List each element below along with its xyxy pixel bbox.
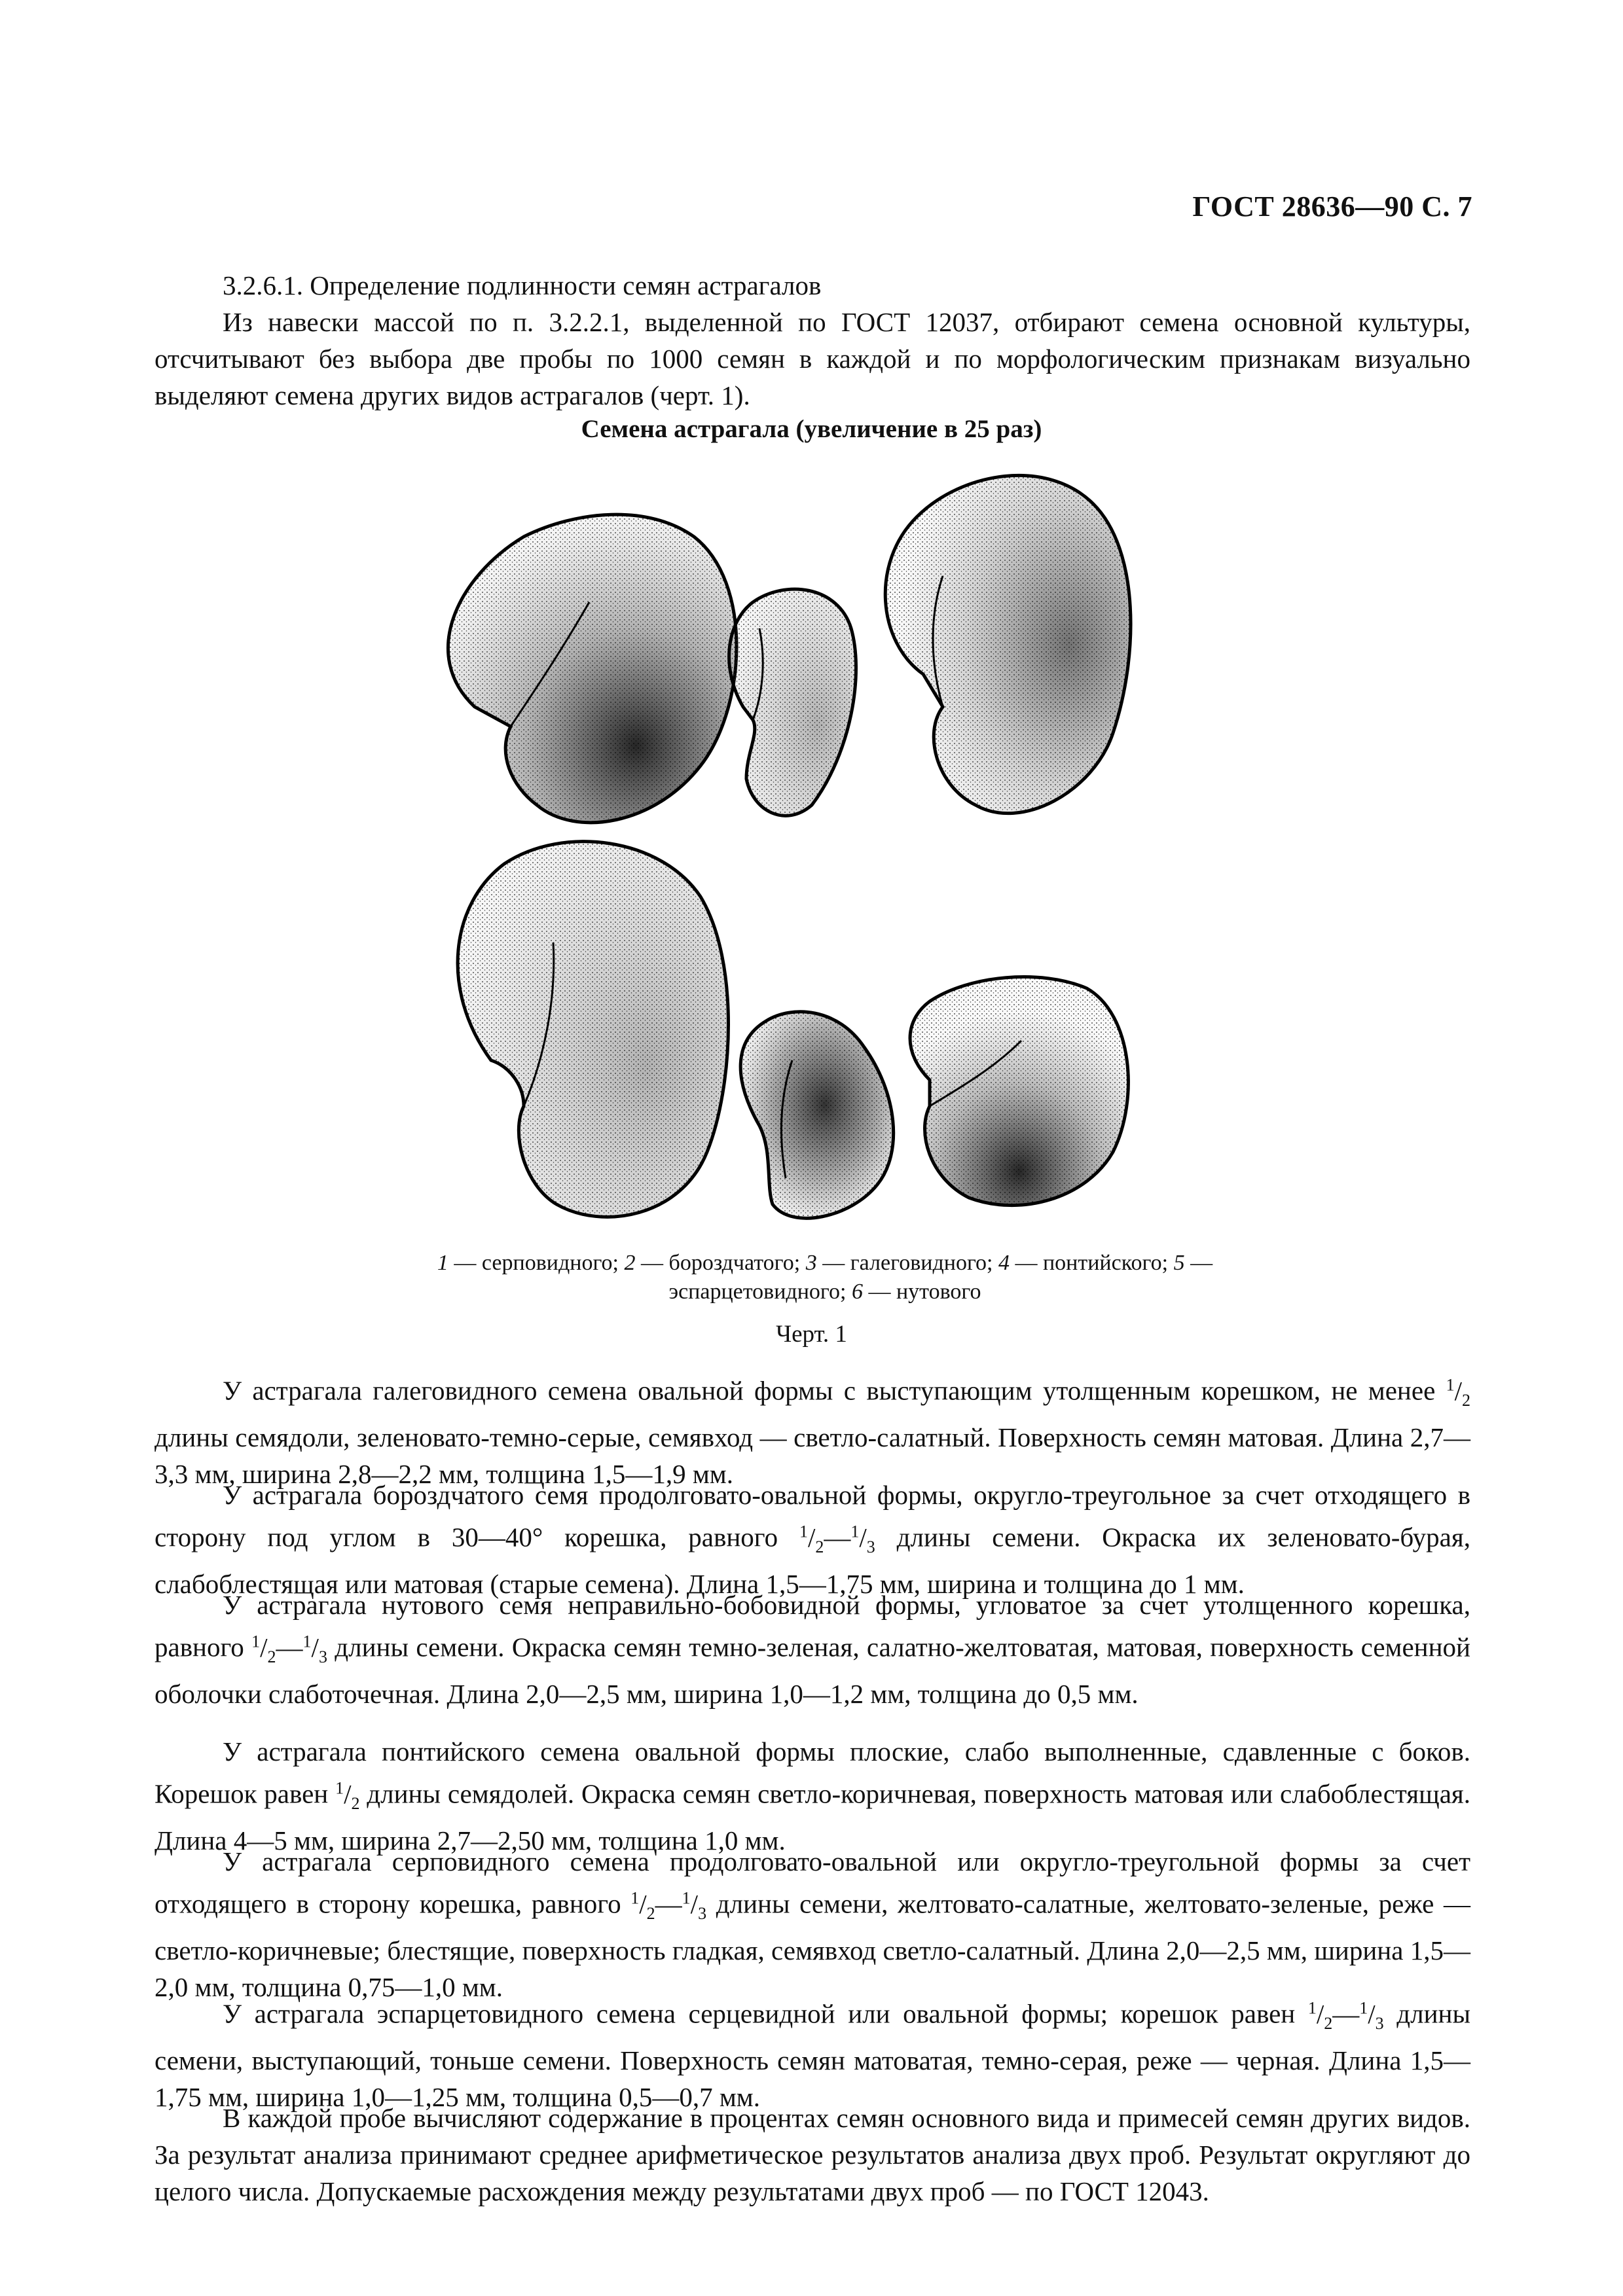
page-header: ГОСТ 28636—90 С. 7 xyxy=(1192,190,1472,223)
caption-text-6: — нутового xyxy=(862,1280,981,1304)
caption-text-3: — галеговидного; xyxy=(816,1251,998,1275)
paragraph-galegovidnoe: У астрагала галеговидного семена овальной формы с выступающим утолщенным корешком, не менее $^1/_2$ длины семядоли, зеленовато-темно-серые, семявход — светло-салатный. Поверхность семян матовая. Длина 2,7—3,3 мм, ширина 2,8—2,2 мм, толщина 1,5—1,9 мм. xyxy=(155,1375,1470,1489)
caption-text-1: — серповидного; xyxy=(448,1251,625,1275)
figure-label: Черт. 1 xyxy=(776,1321,847,1348)
paragraph-nutovoe: У астрагала нутового семя неправильно-бобовидной формы, угловатое за счет утолщенного корешка, равного $^1/_2—^1/_3$ длины семени. Окраска семян темно-зеленая, салатно-желтоватая, матовая, поверхность семенной оболочки слаботочечная. Длина 2,0—2,5 мм, ширина 1,0—1,2 мм, толщина до 0,5 мм. xyxy=(155,1590,1470,1709)
paragraph-pontiyskoe: У астрагала понтийского семена овальной формы плоские, слабо выполненные, сдавленные с боков. Корешок равен $^1/_2$ длины семядолей. Окраска семян светло-коричневая, поверхность матовая или слабоблестящая. Длина 4—5 мм, ширина 2,7—2,50 мм, толщина 1,0 мм. xyxy=(155,1736,1471,1856)
caption-num-4: 4 xyxy=(998,1251,1010,1275)
caption-num-5: 5 xyxy=(1173,1251,1185,1275)
paragraph-conclusion: В каждой пробе вычисляют содержание в процентах семян основного вида и примесей семян других видов. За результат анализа принимают среднее арифметическое результатов анализа двух проб. Результат округляют до целого числа. Допускаемые расхождения между результатами двух проб — по ГОСТ 12043. xyxy=(155,2103,1470,2206)
seed-6-nutovoe xyxy=(910,977,1128,1206)
section-heading: 3.2.6.1. Определение подлинности семян астрагалов xyxy=(223,270,822,300)
paragraph-borozdchatoe: У астрагала бороздчатого семя продолговато-овальной формы, округло-треугольное за счет отходящего в сторону под углом в 30—40° корешка, равного $^1/_2—^1/_3$ длины семени. Окраска их зеленовато-бурая, слабоблестящая или матовая (старые семена). Длина 1,5—1,75 мм, ширина и толщина до 1 мм. xyxy=(155,1480,1470,1599)
figure-caption xyxy=(419,1249,1231,1306)
paragraph-esparcetovidnoe: У астрагала эспарцетовидного семена серцевидной или овальной формы; корешок равен $^1/_2—^1/_3$ длины семени, выступающий, тоньше семени. Поверхность семян матоватая, темно-серая, реже — черная. Длина 1,5—1,75 мм, ширина 1,0—1,25 мм, толщина 0,5—0,7 мм. xyxy=(155,1998,1470,2112)
intro-paragraph: Из навески массой по п. 3.2.2.1, выделенной по ГОСТ 12037, отбирают семена основной культуры, отсчитывают без выбора две пробы по 1000 семян в каждой и по морфологическим признакам визуально выделяют семена других видов астрагалов (черт. 1). xyxy=(155,307,1470,410)
caption-num-1: 1 xyxy=(437,1251,448,1275)
seed-3-galegovidnoe xyxy=(885,475,1131,813)
seed-4-pontiyskoe xyxy=(458,842,728,1217)
caption-num-3: 3 xyxy=(805,1251,817,1275)
caption-text-5: — эспарцетовидного; xyxy=(668,1251,1213,1304)
caption-num-2: 2 xyxy=(624,1251,636,1275)
seed-1-serpovidnoe xyxy=(448,514,737,823)
caption-text-2: — бороздчатого; xyxy=(635,1251,806,1275)
paragraph-serpovidnoe: У астрагала серповидного семена продолговато-овальной или округло-треугольной формы за счет отходящего в сторону корешка, равного $^1/_2—^1/_3$ длины семени, желтовато-салатные, желтовато-зеленые, реже — светло-коричневые; блестящие, поверхность гладкая, семявход светло-салатный. Длина 2,0—2,5 мм, ширина 1,5—2,0 мм, толщина 0,75—1,0 мм. xyxy=(155,1846,1470,2002)
seed-2-borozdchatoe xyxy=(729,589,856,816)
seed-5-esparcetovidnoe xyxy=(740,1012,894,1218)
caption-num-6: 6 xyxy=(851,1280,863,1304)
figure-title: Семена астрагала (увеличение в 25 раз) xyxy=(581,415,1042,443)
caption-text-4: — понтийского; xyxy=(1009,1251,1174,1275)
